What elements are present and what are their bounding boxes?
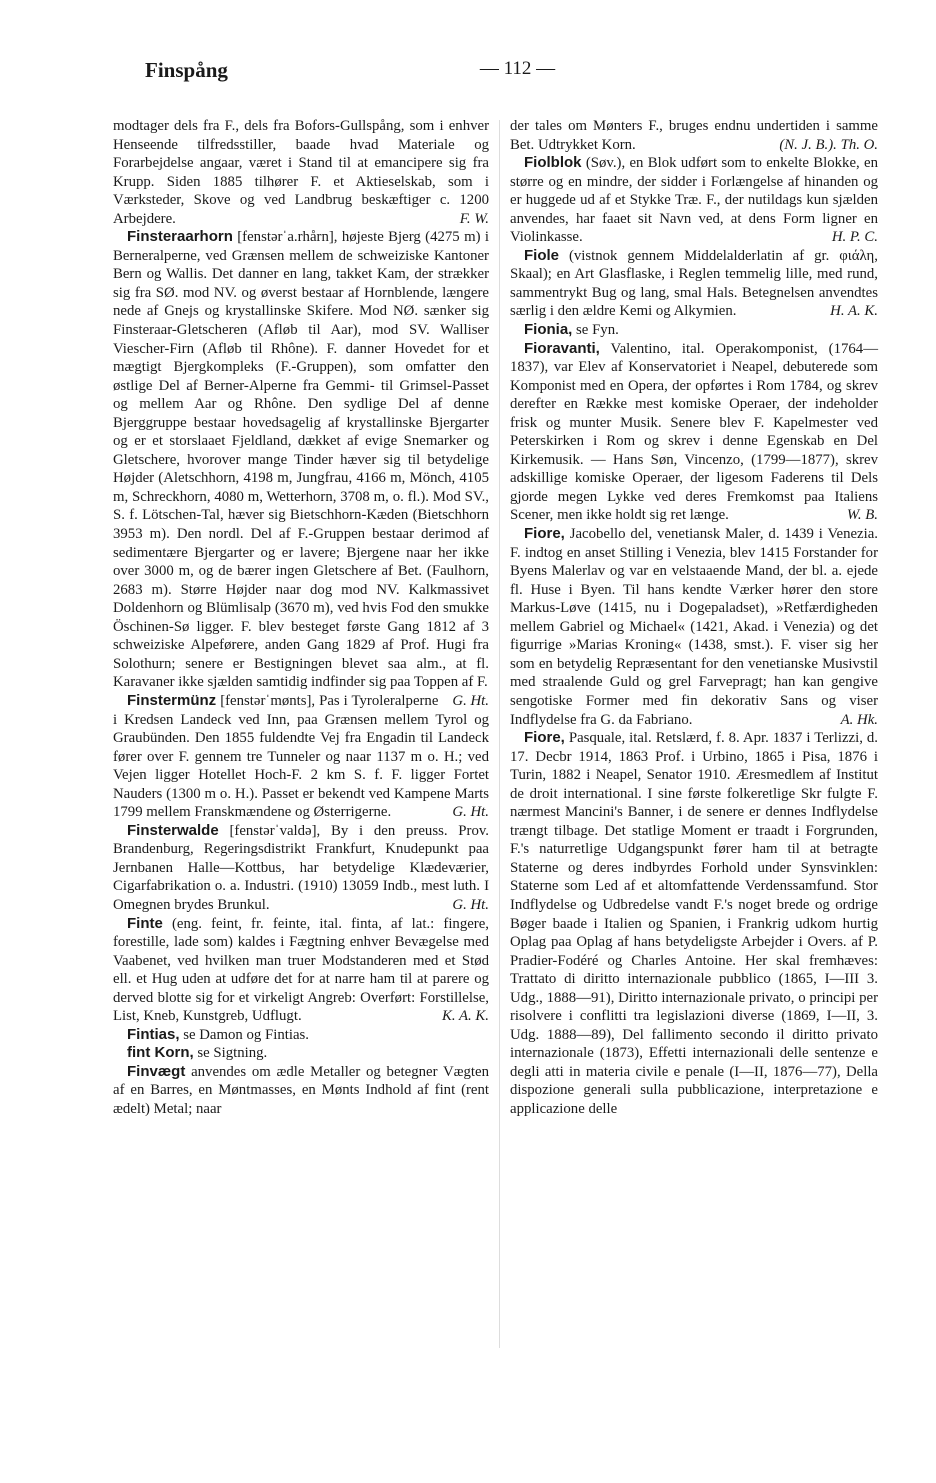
headword: fint Korn, (127, 1044, 194, 1062)
headword: Fintias, (127, 1025, 180, 1043)
author-signature: H. A. K. (830, 303, 878, 320)
entry-finsteraarhorn: Finsteraarhorn [fenstərˈa.rhårn], højeste Bjerg (4275 m) i Berneralperne, ved Grænsen mellem de schweiziske Kantoner Bern og Wallis. Det danner en lang, takket Kam, der strækker sig fra SØ. mod NV. og øverst bestaar af Hornblende, længere nede af Gnejs og krystallinske Skifere. Mod NØ. sænker sig Finsteraar-Gletscheren (Afløb til Aar), mod SV. Walliser Viescher-Firn (Afløb til Rhône). F. danner Hovedet for et mægtigt Bjergkompleks (F.-Gruppen), som omfatter den østlige Del af Berner-Alperne fra Gemmi- til Grimsel-Passet og mellem Aar og Rhône. Den sydlige Del af denne Bjerggruppe bestaar hovedsagelig af krystallinske Bjergarter og er et storslaaet Fjeldland, dækket af evige Snemarker og Gletschere, hvorover mange Tinder hæver sig til betydelige Højder (Aletschhorn, 4198 m, Jungfrau, 4166 m, Mönch, 4105 m, Schreckhorn, 4080 m, Wetterhorn, 3708 m, o. fl.). Mod SV., S. f. Lötschen-Tal, hæver sig Bietschhorn-Kæden (Bietschhorn 3953 m). Den nordl. Del af F.-Gruppen bestaar derimod af sedimentære Bjergarter og er lavere; Bjergene naar her ikke over 3000 m, og de bærer ingen Gletschere af Bet. (Faulhorn, 2683 m). Større Højder naar dog mod NV. Kalkmassivet Doldenhorn og Blümlisalp (3670 m), ved hvis Fod den smukke Öschinen-Sø ligger. F. blev besteget første Gang 1812 af 3 schweiziske Alpeførere, anden Gang 1829 af Prof. Hugi fra Solothurn; senere er Bestigningen blevet saa alm., at fl. Karavaner ikke sjælden samtidig indfinder sig paa Toppen af F. G. Ht. (113, 228, 489, 709)
entry-fioravanti: Fioravanti, Valentino, ital. Operakomponist, (1764—1837), var Elev af Konservatoriet i Neapel, debuterede som Komponist med en Opera, der opførtes i Rom 1784, og skrev derefter en Række mest komiske Operaer, der indeholder frisk og munter Musik. Senere blev F. Kapelmester ved Peterskirken i Rom og skrev i denne Egenskab en Del Kirkemusik. — Hans Søn, Vincenzo, (1799—1877), skrev adskillige komiske Operaer, der ligesom Faderens til Dels gjorde megen Lykke ved deres Fremkomst paa Italiens Scener, men ikke holdt sig ret længe. W. B. (510, 339, 878, 524)
author-signature: W. B. (846, 507, 878, 524)
author-signature: F. W. (459, 210, 489, 227)
headword: Finvægt (127, 1062, 186, 1080)
running-head: Finspång (145, 58, 228, 82)
column-divider (499, 120, 500, 1348)
entry-finsterwalde: Finsterwalde [fenstərˈvaldə], By i den preuss. Prov. Brandenburg, Regeringsdistrikt Frankfurt, Knudepunkt paa Jernbanen Halle—Kottbus, har betydelige Klædeværier, Cigarfabrikation o. a. Industri. (1910) 13059 Indb., mest luth. I Omegnen brydes Brunkul. G. Ht. (113, 821, 489, 913)
entry-fiore-pasquale: Fiore, Pasquale, ital. Retslærd, f. 8. Apr. 1837 i Terlizzi, d. 17. Decbr 1914, 1863 Prof. i Urbino, 1865 i Pisa, 1876 i Turin, 1882 i Neapel, Senator 1910. Æresmedlem af Institut de droit international. I sine første folkeretlige Skr fulgte F. nærmest Mancini's Banner, i de senere er dennes Indflydelse trængt tilbage. Det statlige Moment er traadt i Forgrunden, F.'s naturretlige Udgangspunkt fører ham til at betragte Staterne og deres indbyrdes Forhold under Synsvinklen: Staterne som Led af et altomfattende Verdenssamfund. Stor Indflydelse og Udbredelse vandt F.'s noget brede og ordrige Bøger baade i Italien og Spanien, i Frankrig udkom hurtig Oplag paa Oplag af hans betydeligste Arbejder i Overs. af P. Pradier-Fodéré og Charles Antoine. Her skal fremhæves: Trattato di diritto internazionale pubblico (1865, I—III 3. Udg., 1888—91), Diritto internazionale privato, o principi per risolvere i conflitti tra legislazioni diverse (1869, I—II, 3. Udg. 1888—89), Del fallimento secondo il diritto privato internazionale (1873), Effetti internazionali delle sentenze e degli atti in materia civile e penale (I—II, 1876—77), Della dispozione generali sulla pubblicazione, interpretazione e applicazione delle (510, 729, 878, 1117)
entry-fiolblok: Fiolblok (Søv.), en Blok udført som to enkelte Blokke, en større og en mindre, der sidder i Forlængelse af hinanden og er huggede ud af et Stykke Træ. F., der nutildags kun sjælden anvendes, har faaet sit Navn ved, at dens Form ligner en Violinkasse. H. P. C. (510, 154, 879, 246)
headword: Finte (127, 914, 163, 932)
headword: Finsteraarhorn (127, 228, 233, 246)
headword: Fionia, (524, 321, 573, 339)
entry-fiole: Fiole (vistnok gennem Middelalderlatin af gr. φιάλη, Skaal); en Art Glasflaske, i Reglen temmelig lille, med rund, sammentrykt Bug og lang, smal Hals. Betegnelsen anvendtes særlig i den ældre Kemi og Alkymien. H. A. K. (510, 246, 878, 320)
author-signature: H. P. C. (831, 229, 878, 246)
author-signature: A. Hk. (840, 711, 878, 728)
headword: Fiore, (524, 525, 565, 543)
left-column (113, 117, 489, 1119)
entry-fintias: Fintias, se Damon og Fintias. (127, 1025, 309, 1043)
entry-finstermunz: Finstermünz [fenstərˈmønts], Pas i Tyroleralperne i Kredsen Landeck ved Inn, paa Grænsen mellem Tyrol og Graubünden. Den 1855 fuldendte Vej fra Engadin til Landeck fører over F. gennem tre Tunneler og naar 1137 m o. H.; ved Vejen ligger Hotellet Hoch-F. 2 km S. f. F. ligger Fortet Nauders (1300 m o. H.). Passet er bekendt ved Kampene Marts 1799 mellem Franskmændene og Østerrigerne. G. Ht. (113, 691, 489, 821)
entry-fionia: Fionia, se Fyn. (524, 321, 619, 339)
entry-fint-korn: fint Korn, se Sigtning. (127, 1044, 268, 1062)
author-signature: (N. J. B.). Th. O. (779, 136, 878, 153)
author-signature: K. A. K. (441, 1008, 489, 1025)
page-header (145, 58, 890, 88)
right-column (510, 117, 878, 1119)
headword: Fiolblok (524, 154, 582, 172)
headword: Fioravanti, (524, 339, 600, 357)
entry-finte: Finte (eng. feint, fr. feinte, ital. finta, af lat.: fingere, forestille, lade som) kaldes i Fægtning enhver Bevægelse med Vaabenet, ved hvilken man truer Modstanderen med et Stød ell. et Hug uden at udføre det for at narre ham til at parere og derved blotte sig for et virkeligt Angreb: Overført: Forstillelse, List, Kneb, Kunstgreb, Udflugt. K. A. K. (113, 914, 489, 1025)
author-signature: G. Ht. (452, 896, 489, 913)
headword: Finsterwalde (127, 821, 219, 839)
page-number: — 112 — (479, 58, 556, 79)
headword: Fiole (524, 246, 560, 264)
headword: Finstermünz (127, 691, 217, 709)
entry-continuation: der tales om Mønters F., bruges endnu undertiden i samme Bet. Udtrykket Korn. (N. J. B.). Th. O. (510, 118, 878, 153)
author-signature: G. Ht. (452, 692, 489, 709)
entry-fiore-jacobello: Fiore, Jacobello del, venetiansk Maler, d. 1439 i Venezia. F. indtog en anset Stilling i Venezia, blev 1415 Forstander for Byens Malerlav og var en velstaaende Mand, der bl. a. ejede fl. Huse i Byen. Til hans kendte Værker hører den store Markus-Løve (1415, nu i Dogepaladset), »Retfærdigheden mellem Gabriel og Michael« (1421, Akad. i Venezia) og det figurrige »Marias Kroning« (1438, smst.). F. viser sig her som en betydelig Repræsentant for den venetianske Musivstil med straalende Guld og grel Farvepragt; han kan gengive sengotiske Former med fin dekorativ Sans og viser Indflydelse fra G. da Fabriano. A. Hk. (510, 525, 878, 728)
headword: Fiore, (524, 729, 565, 747)
entry-continuation: modtager dels fra F., dels fra Bofors-Gullspång, som i enhver Henseende tilfredsstiller, baade hvad Materiale og Forarbejdelse angaar, været i Stand til at emancipere sig fra Krupp. Siden 1885 tilhører F. et Aktieselskab, som i Værksteder, Skove og ved Landbrug beskæftiger c. 1200 Arbejdere. F. W. (113, 118, 489, 227)
author-signature: G. Ht. (452, 804, 489, 821)
entry-finvaegt: Finvægt anvendes om ædle Metaller og betegner Vægten af en Barres, en Møntmasses, en Mønts Indhold af fint (rent ædelt) Metal; naar (113, 1062, 489, 1117)
